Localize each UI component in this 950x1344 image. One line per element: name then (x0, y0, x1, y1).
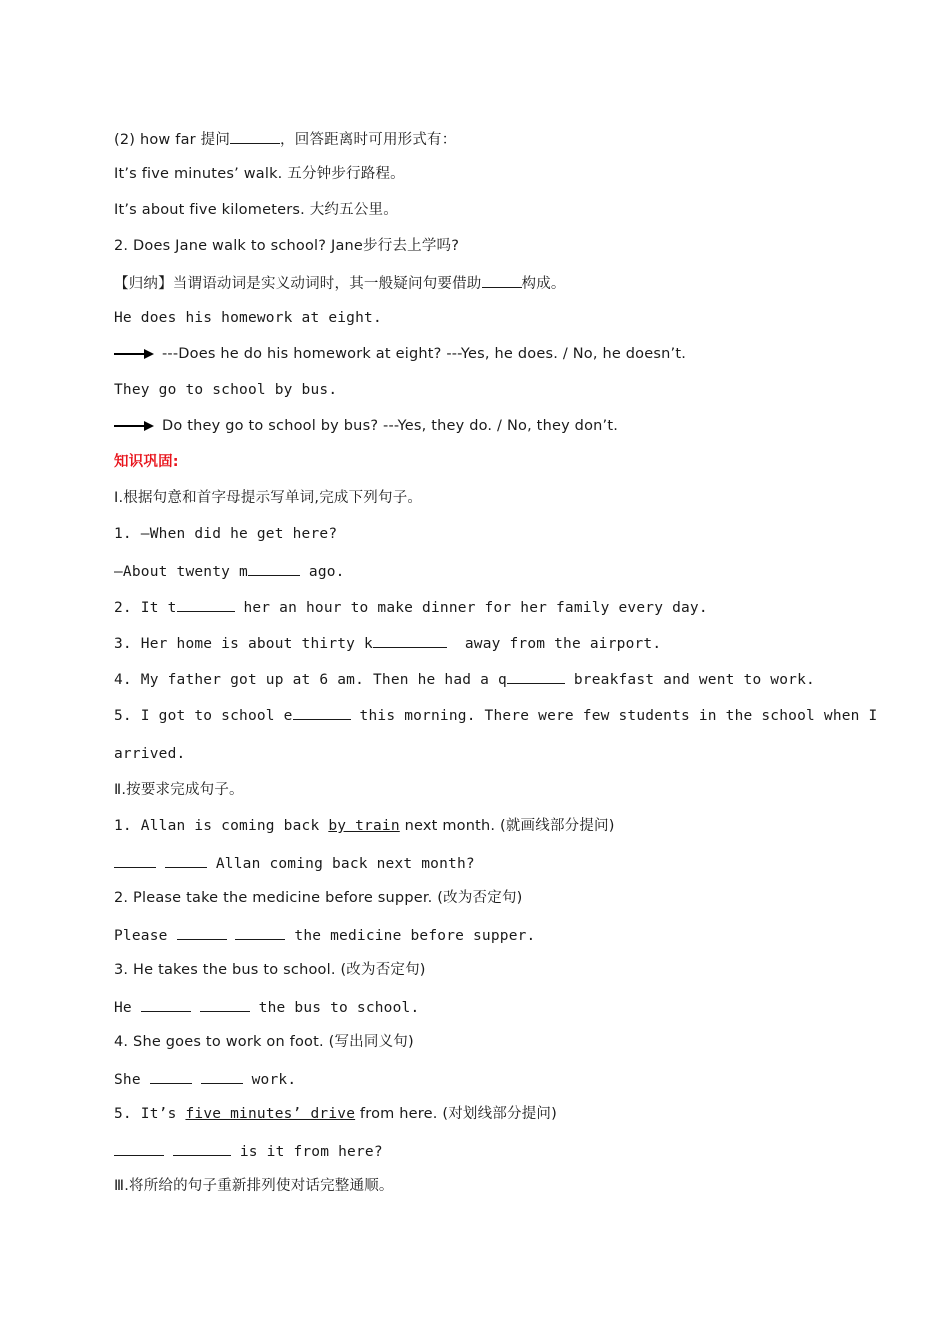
answer-blank[interactable] (177, 924, 227, 940)
part2-q2: 2. Please take the medicine before supper. (改为否定句) (114, 890, 523, 906)
arrow-right-icon (114, 421, 154, 431)
part2-a2: Please the medicine before supper. (114, 924, 536, 946)
line-how-far: (2) how far 提问 ，回答距离时可用形式有： (114, 128, 456, 150)
answer-blank[interactable] (114, 852, 156, 868)
answer-blank[interactable] (200, 996, 250, 1012)
part2-q4: 4. She goes to work on foot. (写出同义句) (114, 1034, 414, 1050)
part2-title: Ⅱ.按要求完成句子。 (114, 782, 244, 798)
answer-blank[interactable] (141, 996, 191, 1012)
arrow-right-icon (114, 349, 154, 359)
part1-q1: 1. —When did he get here? (114, 526, 338, 542)
part1-q5-cont: arrived. (114, 746, 186, 762)
answer-blank[interactable] (230, 128, 280, 144)
section-title: 知识巩固: (114, 454, 179, 470)
part2-q1: 1. Allan is coming back by train next month. (就画线部分提问) (114, 818, 615, 834)
part2-a1: Allan coming back next month? (114, 852, 475, 874)
part3-title: Ⅲ.将所给的句子重新排列使对话完整通顺。 (114, 1178, 394, 1194)
part1-title: Ⅰ.根据句意和首字母提示写单词,完成下列句子。 (114, 490, 423, 506)
answer-blank[interactable] (165, 852, 207, 868)
answer-blank[interactable] (507, 668, 565, 684)
answer-blank[interactable] (177, 596, 235, 612)
part1-q3: 3. Her home is about thirty k away from the airport. (114, 632, 661, 654)
line-jane-walk: 2. Does Jane walk to school? Jane步行去上学吗? (114, 238, 460, 254)
part1-q4: 4. My father got up at 6 am. Then he had a q breakfast and went to work. (114, 668, 815, 690)
part1-q2: 2. It t her an hour to make dinner for her family every day. (114, 596, 708, 618)
answer-blank[interactable] (293, 704, 351, 720)
answer-blank[interactable] (114, 1140, 164, 1156)
part2-q3: 3. He takes the bus to school. (改为否定句) (114, 962, 426, 978)
line-example-walk: It’s five minutes’ walk. 五分钟步行路程。 (114, 166, 405, 182)
part2-a3: He the bus to school. (114, 996, 419, 1018)
line-homework: He does his homework at eight. (114, 310, 382, 326)
answer-blank[interactable] (150, 1068, 192, 1084)
line-summary: 【归纳】当谓语动词是实义动词时，其一般疑问句要借助 构成。 (114, 272, 566, 294)
line-bus: They go to school by bus. (114, 382, 338, 398)
answer-blank[interactable] (248, 560, 300, 576)
answer-blank[interactable] (201, 1068, 243, 1084)
answer-blank[interactable] (373, 632, 447, 648)
part2-q5: 5. It’s five minutes’ drive from here. (对划线部分提问) (114, 1106, 557, 1122)
answer-blank[interactable] (482, 272, 522, 288)
answer-blank[interactable] (235, 924, 285, 940)
part2-a5: is it from here? (114, 1140, 383, 1162)
line-example-kilometers: It’s about five kilometers. 大约五公里。 (114, 202, 398, 218)
part2-a4: She work. (114, 1068, 296, 1090)
answer-blank[interactable] (173, 1140, 231, 1156)
line-homework-question: ---Does he do his homework at eight? ---Yes, he does. / No, he doesn’t. (114, 344, 686, 364)
part1-q1-answer: —About twenty m ago. (114, 560, 345, 582)
part1-q5: 5. I got to school e this morning. There were few students in the school when I (114, 704, 877, 726)
line-bus-question: Do they go to school by bus? ---Yes, they do. / No, they don’t. (114, 416, 618, 436)
